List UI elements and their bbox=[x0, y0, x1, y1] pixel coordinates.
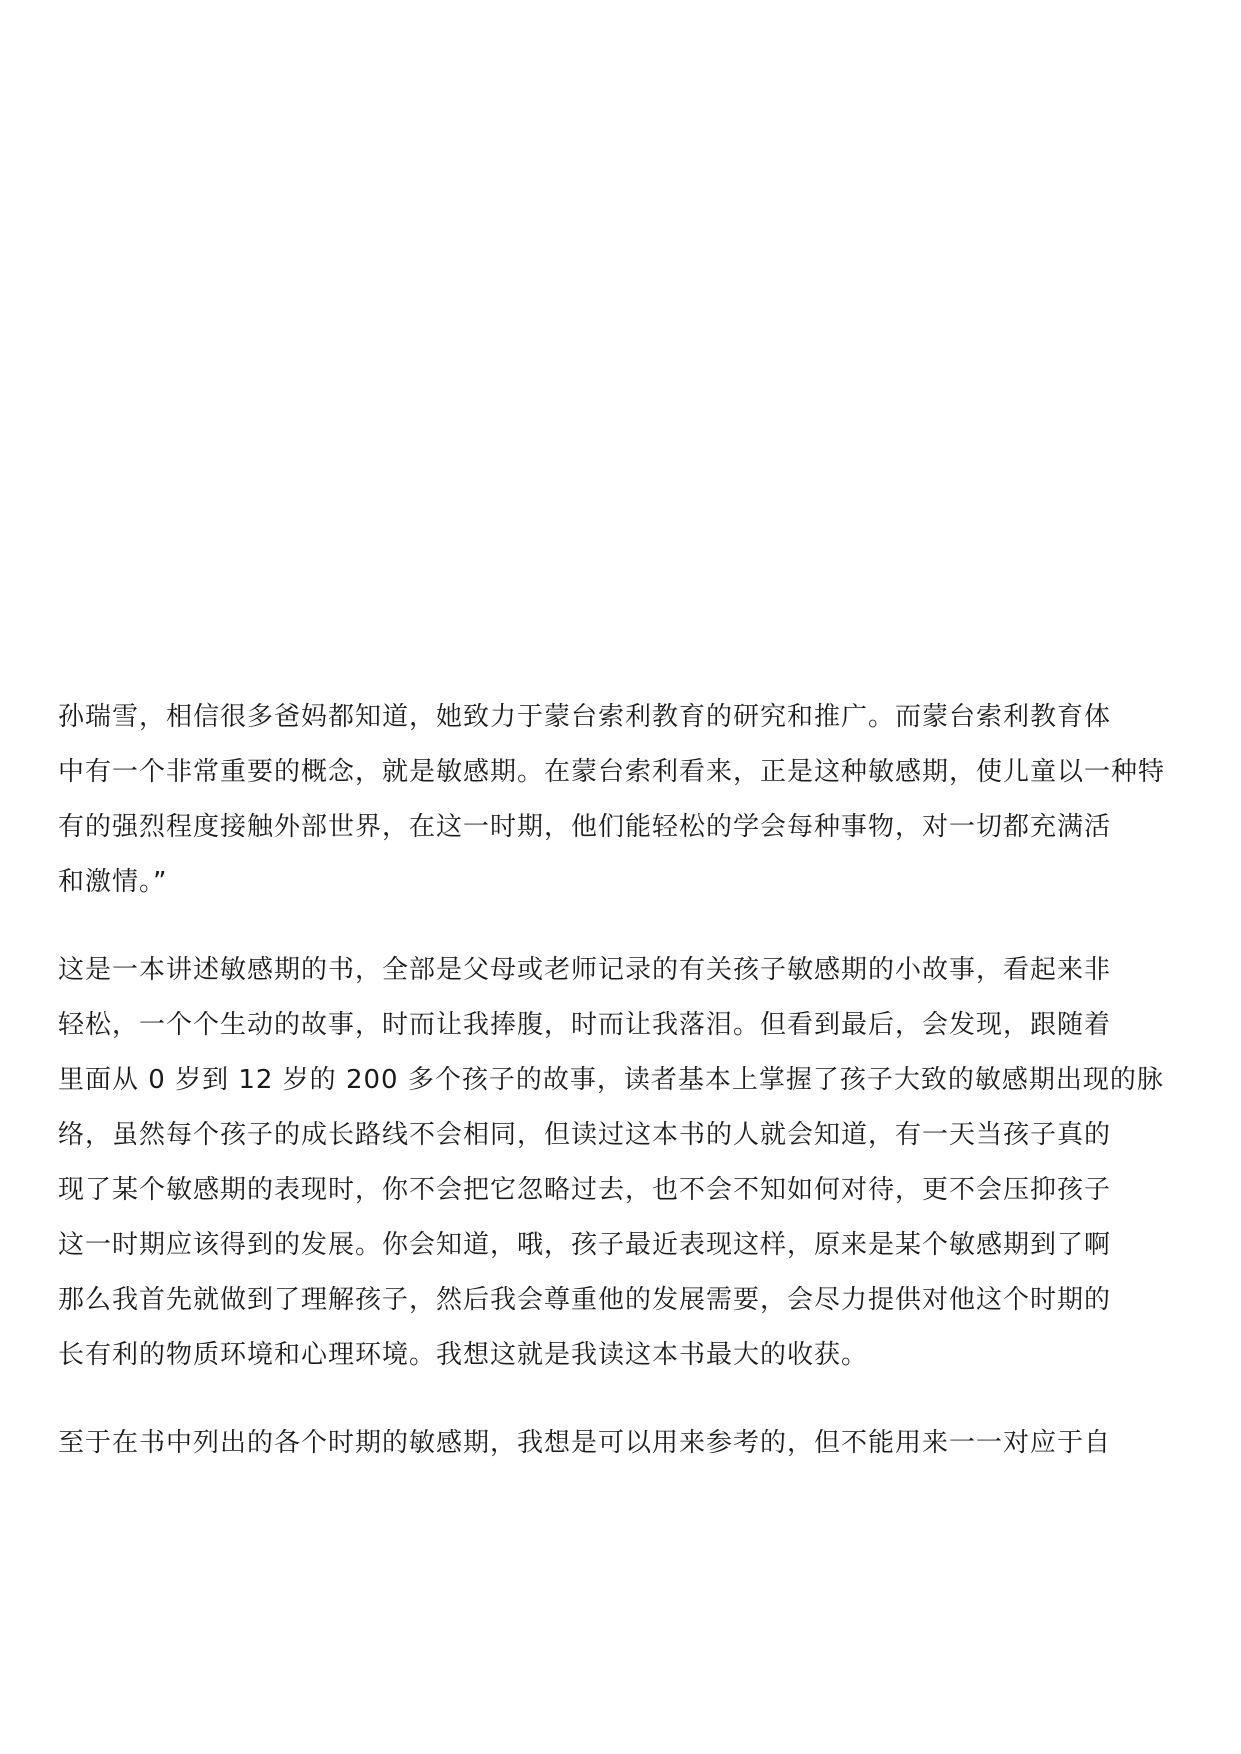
text-line: 孙瑞雪，相信很多爸妈都知道，她致力于蒙台索利教育的研究和推广。而蒙台索利教育体 bbox=[58, 702, 1112, 732]
text-line: 有的强烈程度接触外部世界，在这一时期，他们能轻松的学会每种事物，对一切都充满活 bbox=[58, 812, 1112, 842]
text-line: 里面从 0 岁到 12 岁的 200 多个孩子的故事，读者基本上掌握了孩子大致的敏感期出现的脉 bbox=[58, 1065, 1164, 1095]
text-line: 至于在书中列出的各个时期的敏感期，我想是可以用来参考的，但不能用来一一对应于自 bbox=[58, 1428, 1112, 1458]
body-text bbox=[58, 690, 1183, 1471]
text-line: 这是一本讲述敏感期的书，全部是父母或老师记录的有关孩子敏感期的小故事，看起来非 bbox=[58, 955, 1112, 985]
paragraph-3 bbox=[58, 1416, 1183, 1471]
paragraph-1 bbox=[58, 690, 1183, 910]
text-line: 那么我首先就做到了理解孩子，然后我会尊重他的发展需要，会尽力提供对他这个时期的 bbox=[58, 1285, 1112, 1315]
text-line: 长有利的物质环境和心理环境。我想这就是我读这本书最大的收获。 bbox=[58, 1340, 869, 1370]
text-line: 现了某个敏感期的表现时，你不会把它忽略过去，也不会不知如何对待，更不会压抑孩子 bbox=[58, 1175, 1112, 1205]
text-line: 这一时期应该得到的发展。你会知道，哦，孩子最近表现这样，原来是某个敏感期到了啊 bbox=[58, 1230, 1112, 1260]
paragraph-2 bbox=[58, 943, 1183, 1383]
text-line: 中有一个非常重要的概念，就是敏感期。在蒙台索利看来，正是这种敏感期，使儿童以一种特 bbox=[58, 757, 1166, 787]
text-line: 轻松，一个个生动的故事，时而让我捧腹，时而让我落泪。但看到最后，会发现，跟随着 bbox=[58, 1010, 1112, 1040]
text-line: 和激情。” bbox=[58, 867, 168, 897]
text-line: 络，虽然每个孩子的成长路线不会相同，但读过这本书的人就会知道，有一天当孩子真的 bbox=[58, 1120, 1112, 1150]
